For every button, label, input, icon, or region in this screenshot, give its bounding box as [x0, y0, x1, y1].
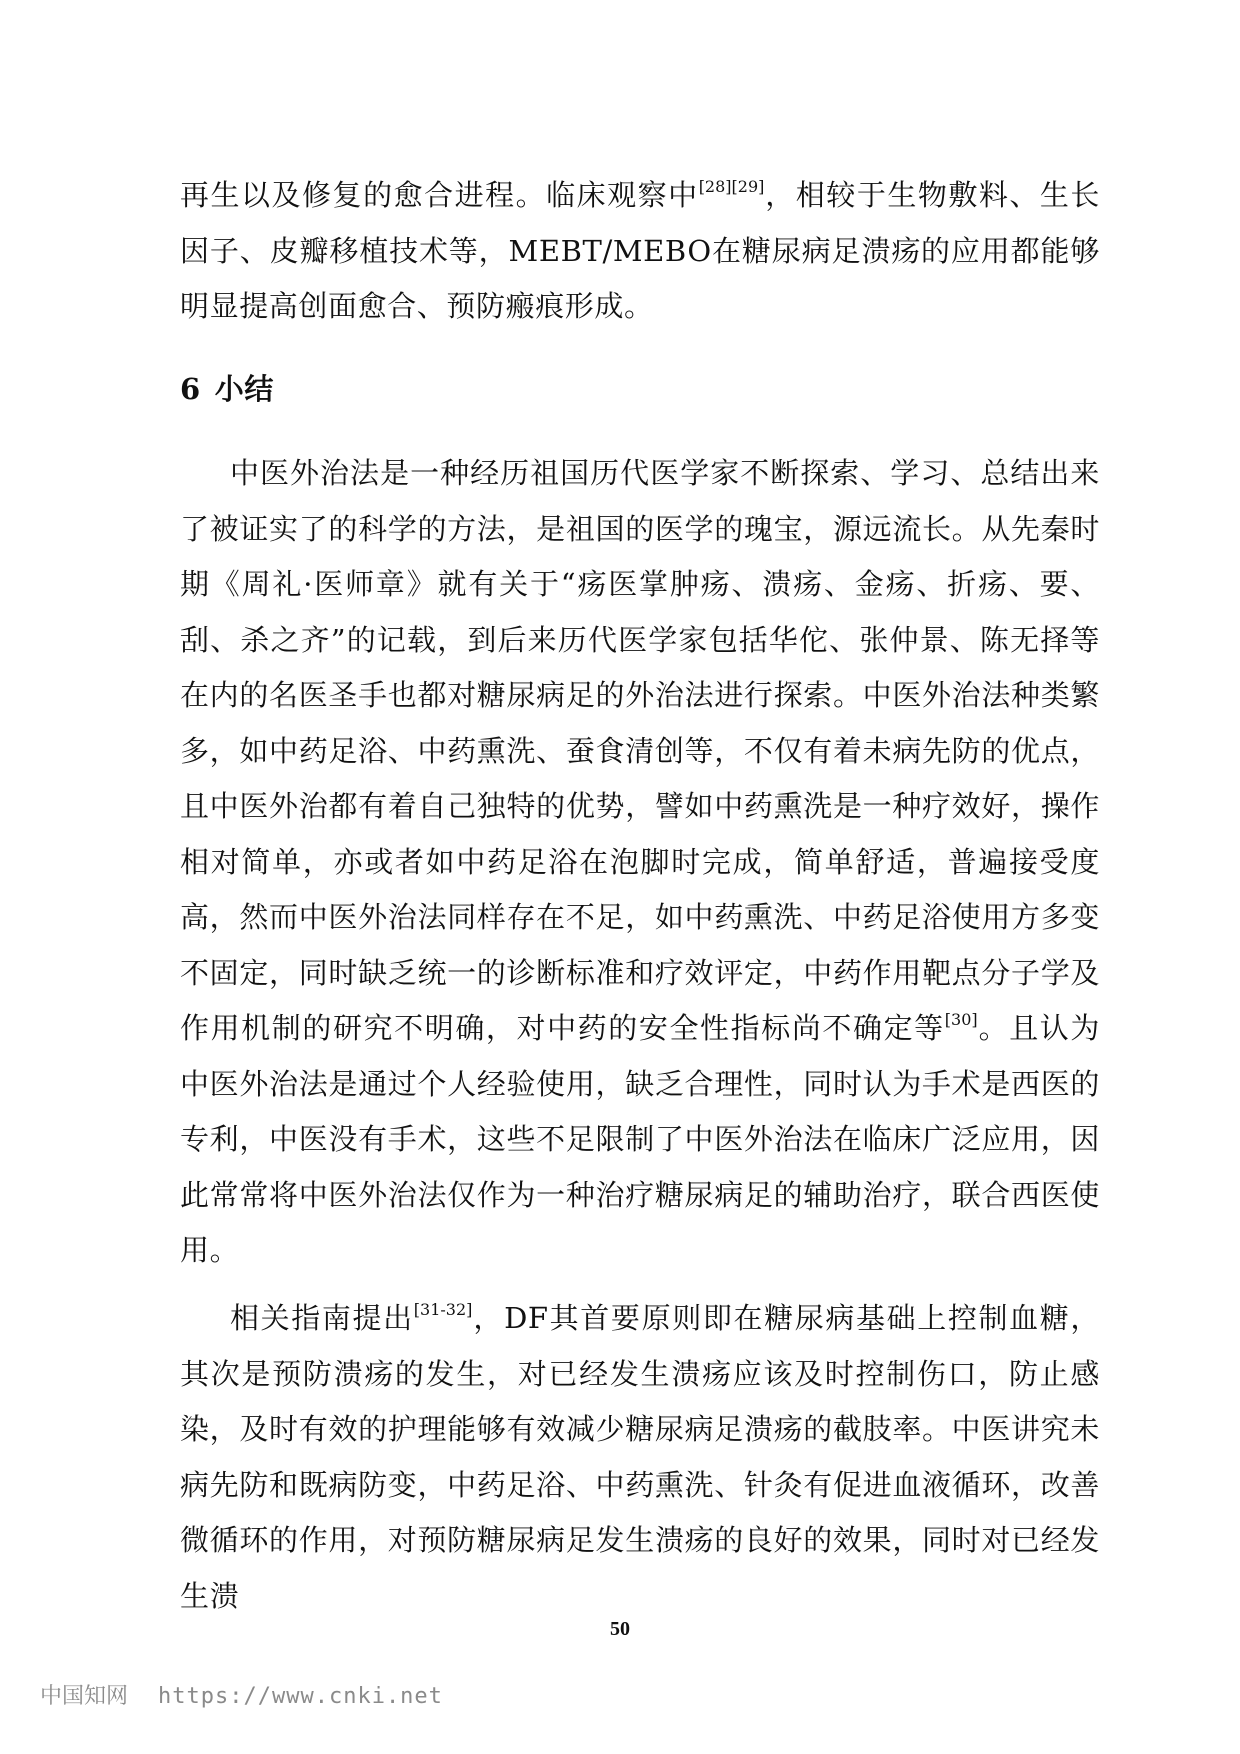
- citation-28-29: [28][29]: [698, 177, 765, 196]
- cnki-watermark: [40, 1679, 443, 1710]
- section-title: 小结: [214, 372, 274, 406]
- cnki-logo-text: 中国知网: [40, 1684, 129, 1709]
- intro-paragraph: [180, 168, 1100, 335]
- summary-paragraph-2-part1: 相关指南提出: [230, 1301, 414, 1335]
- summary-paragraph-2: [180, 1291, 1100, 1624]
- summary-paragraph-1: [180, 446, 1100, 1279]
- citation-30: [30]: [944, 1010, 978, 1029]
- summary-paragraph-2-part2: ，DF其首要原则即在糖尿病基础上控制血糖，其次是预防溃疡的发生，对已经发生溃疡应该及时控制伤口，防止感染，及时有效的护理能够有效减少糖尿病足溃疡的截肢率。中医讲究未病先防和既病防变，中药足浴、中药熏洗、针灸有促进血液循环，改善微循环的作用，对预防糖尿病足发生溃疡的良好的效果，同时对已经发生溃: [180, 1301, 1100, 1613]
- intro-text-part1: 再生以及修复的愈合进程。临床观察中: [180, 178, 699, 212]
- cnki-url: https://www.cnki.net: [158, 1684, 443, 1709]
- intro-text-part2: ，相较于生物敷料、生长因子、皮瓣移植技术等，MEBT/MEBO在糖尿病足溃疡的应用都能够明显提高创面愈合、预防瘢痕形成。: [180, 178, 1100, 323]
- summary-paragraph-1-part1: 中医外治法是一种经历祖国历代医学家不断探索、学习、总结出来了被证实了的科学的方法，是祖国的医学的瑰宝，源远流长。从先秦时期《周礼·医师章》就有关于“疡医掌肿疡、溃疡、金疡、折疡、要、刮、杀之齐”的记载，到后来历代医学家包括华佗、张仲景、陈无择等在内的名医圣手也都对糖尿病足的外治法进行探索。中医外治法种类繁多，如中药足浴、中药熏洗、蚕食清创等，不仅有着未病先防的优点，且中医外治都有着自己独特的优势，譬如中药熏洗是一种疗效好，操作相对简单，亦或者如中药足浴在泡脚时完成，简单舒适，普遍接受度高，然而中医外治法同样存在不足，如中药熏洗、中药足浴使用方多变不固定，同时缺乏统一的诊断标准和疗效评定，中药作用靶点分子学及作用机制的研究不明确，对中药的安全性指标尚不确定等: [180, 456, 1100, 1045]
- summary-paragraph-1-part2: 。且认为中医外治法是通过个人经验使用，缺乏合理性，同时认为手术是西医的专利，中医没有手术，这些不足限制了中医外治法在临床广泛应用，因此常常将中医外治法仅作为一种治疗糖尿病足的辅助治疗，联合西医使用。: [180, 1011, 1100, 1267]
- section-heading: [180, 369, 274, 409]
- section-number: 6: [180, 372, 201, 406]
- citation-31-32: [31-32]: [413, 1300, 473, 1319]
- page-number: 50: [610, 1618, 630, 1640]
